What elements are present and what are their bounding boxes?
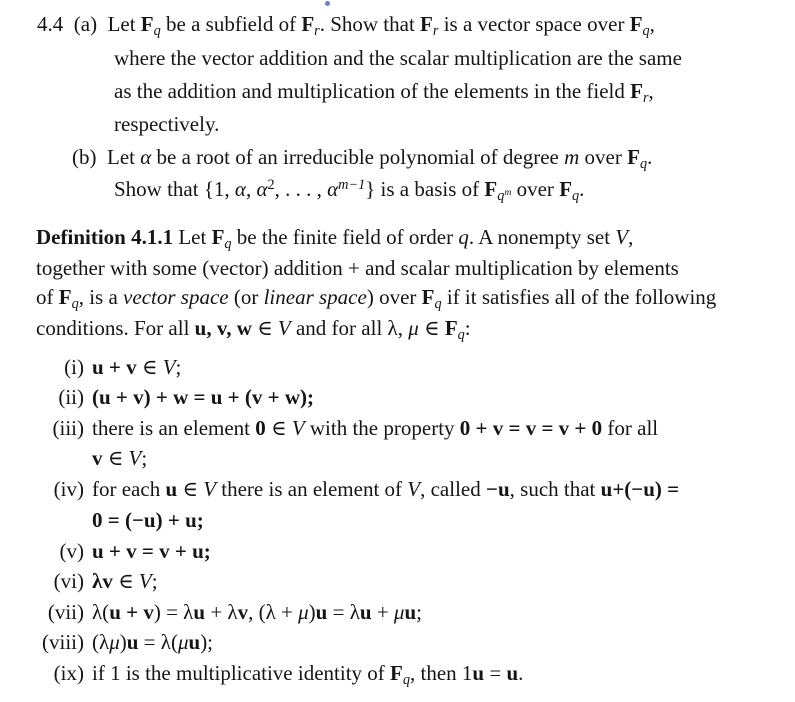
- exercise-a-line-1: 4.4 (a) Let $F_q$ be a subfield of $F_r$. Show that $F_r$ is a vector space over $F_q$,: [37, 12, 655, 40]
- part-b-label: (b): [72, 145, 97, 169]
- axiom-vii: λ(u + v) = λu + λv, (λ + μ)u = λu + μu;: [92, 600, 422, 624]
- axiom-ii: (u + v) + w = u + (v + w);: [92, 385, 314, 409]
- axiom-label-vi: (vi): [53, 569, 84, 593]
- axiom-v: u + v = v + u;: [92, 539, 211, 563]
- definition-line-2: together with some (vector) addition + and scalar multiplication by elements: [36, 256, 679, 280]
- axiom-label-iii: (iii): [52, 416, 84, 440]
- axiom-viii: (λμ)u = λ(μu);: [92, 630, 214, 654]
- axiom-i: u + v ∈ V;: [92, 355, 182, 379]
- axiom-label-iv: (iv): [53, 477, 84, 501]
- axiom-label-vii: (vii): [47, 600, 84, 624]
- exercise-b-line-2: Show that {1, α, $\alpha^2$, . . . , $\alpha^{m-1}$} is a basis of $F_{q^m}$ over $F_q$.: [114, 176, 585, 205]
- scan-mark: [325, 1, 330, 6]
- axiom-iii-line-2: v ∈ V;: [92, 446, 148, 470]
- definition-line-1: Definition 4.1.1 Let $F_q$ be the finite field of order q. A nonempty set V,: [36, 225, 634, 253]
- exercise-b-line-1: (b) Let α be a root of an irreducible polynomial of degree m over $F_q$.: [72, 145, 653, 173]
- axiom-label-ii: (ii): [58, 385, 84, 409]
- axiom-label-i: (i): [64, 355, 84, 379]
- axiom-iii-line-1: there is an element 0 ∈ V with the property 0 + v = v = v + 0 for all: [92, 416, 659, 440]
- axiom-iv-line-2: 0 = (−u) + u;: [92, 508, 204, 532]
- exercise-a-line-4: respectively.: [114, 112, 220, 136]
- exercise-a-line-2: where the vector addition and the scalar multiplication are the same: [114, 46, 682, 70]
- axiom-label-viii: (viii): [42, 630, 84, 654]
- exercise-number: 4.4: [37, 12, 64, 36]
- definition-heading: Definition 4.1.1: [36, 225, 174, 249]
- part-a-label: (a): [73, 12, 98, 36]
- axiom-vi: λv ∈ V;: [92, 569, 158, 593]
- axiom-label-ix: (ix): [53, 661, 84, 685]
- axiom-iv-line-1: for each u ∈ V there is an element of V, called −u, such that u+(−u) =: [92, 477, 680, 501]
- axiom-label-v: (v): [59, 539, 84, 563]
- axiom-ix: if 1 is the multiplicative identity of $F_q$, then 1u = u.: [92, 661, 524, 689]
- definition-line-4: conditions. For all u, v, w ∈ V and for all λ, μ ∈ $F_q$:: [36, 316, 471, 344]
- definition-line-3: of $F_q$, is a vector space (or linear space) over $F_q$ if it satisfies all of the following: [36, 285, 717, 313]
- exercise-a-line-3: as the addition and multiplication of the elements in the field $F_r$,: [114, 79, 654, 107]
